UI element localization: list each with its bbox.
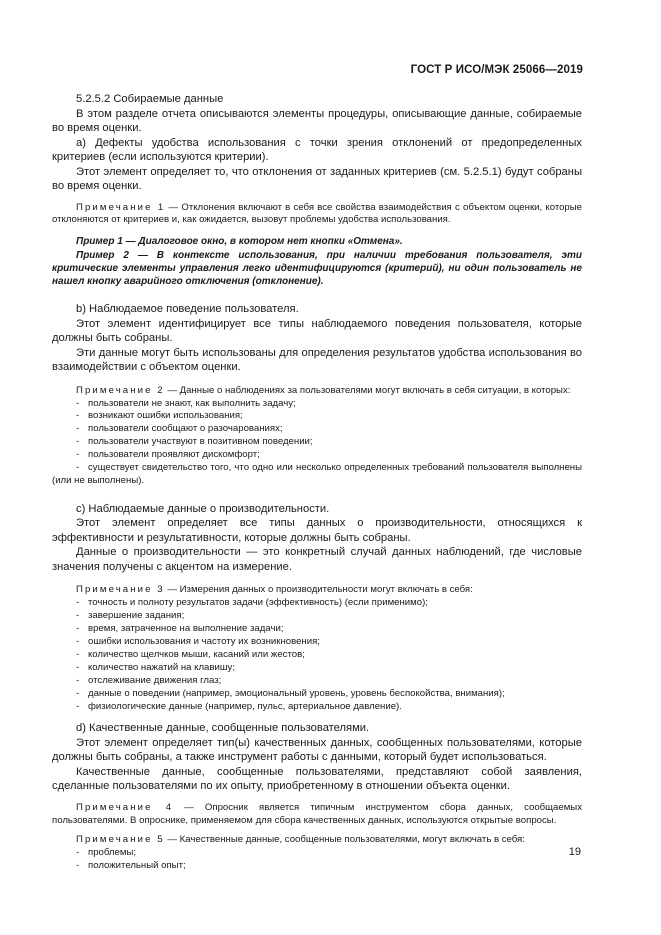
example-2: Пример 2 — В контексте использования, при наличии требования пользователя, эти критические элементы управления легко идентифицируются (критерий), ни один пользователь не нашел кнопку аварийного отключения (отклонение). xyxy=(52,249,582,287)
list-item: - проблемы; xyxy=(76,846,137,858)
document-body xyxy=(52,92,582,872)
note-2-list xyxy=(52,398,582,488)
list-item: - пользователи проявляют дискомфорт; xyxy=(76,449,260,461)
list-item: - ошибки использования и частоту их возникновения; xyxy=(76,636,320,647)
note-2-label: Примечание 2 xyxy=(76,384,165,396)
item-d-description: Этот элемент определяет тип(ы) качественных данных, сообщенных пользователями, которые должны быть собраны, а также инструмент работы с данными, который будет использоваться. xyxy=(52,736,582,764)
note-3-list xyxy=(52,597,582,713)
list-item: - количество щелчков мыши, касаний или жестов; xyxy=(76,648,305,660)
note-3-text: — Измерения данных о производительности могут включать в себя: xyxy=(167,584,473,596)
note-2-text: — Данные о наблюдениях за пользователями могут включать в себя ситуации, в которых: xyxy=(167,384,571,396)
note-1-text: — Отклонения включают в себя все свойства взаимодействия с объектом оценки, которые отклоняются от критериев и, как ожидается, вызовут проблемы удобства использования. xyxy=(52,201,583,226)
note-3-label: Примечание 3 xyxy=(76,584,165,596)
note-5-list xyxy=(52,847,582,873)
section-intro: В этом разделе отчета описываются элементы процедуры, описывающие данные, собираемые во время оценки. xyxy=(52,107,582,134)
list-item: - пользователи участвуют в позитивном поведении; xyxy=(76,436,313,448)
note-1 xyxy=(52,202,582,228)
note-5-text: — Качественные данные, сообщенные пользователями, могут включать в себя: xyxy=(167,833,525,845)
item-d-title: d) Качественные данные, сообщенные пользователями. xyxy=(76,722,370,735)
section-heading: 5.2.5.2 Собираемые данные xyxy=(76,93,224,105)
note-4-label: Примечание 4 xyxy=(76,801,174,813)
list-item: - пользователи сообщают о разочарованиях; xyxy=(76,423,283,435)
note-4-text: — Опросник является типичным инструментом сбора данных, сообщаемых пользователями. В опроснике, применяемом для сбора качественных данных, используются открытые вопросы. xyxy=(52,801,582,826)
note-5 xyxy=(52,834,582,847)
list-item: - положительный опыт; xyxy=(76,859,186,871)
note-5-label: Примечание 5 xyxy=(76,833,165,845)
item-b-purpose: Эти данные могут быть использованы для определения результатов удобства использования во взаимодействии с объектом оценки. xyxy=(52,346,582,374)
list-item: - отслеживание движения глаз; xyxy=(76,674,222,686)
list-item: - завершение задания; xyxy=(76,610,185,622)
list-item: - данные о поведении (например, эмоциональный уровень, уровень беспокойства, внимания); xyxy=(76,687,505,699)
note-4 xyxy=(52,802,582,828)
item-c-title: с) Наблюдаемые данные о производительности. xyxy=(76,502,330,515)
item-a-title: а) Дефекты удобства использования с точки зрения отклонений от предопределенных критериев (если используются критерии). xyxy=(52,136,582,163)
example-1: Пример 1 — Диалоговое окно, в котором нет кнопки «Отмена». xyxy=(76,236,403,248)
item-c-definition: Данные о производительности — это конкретный случай данных наблюдений, где числовые значения получены с акцентом на измерение. xyxy=(52,546,582,573)
item-a-description: Этот элемент определяет то, что отклонения от заданных критериев (см. 5.2.5.1) будут собраны во время оценки. xyxy=(52,165,582,192)
list-item: - физиологические данные (например, пульс, артериальное давление). xyxy=(76,700,402,712)
item-d-definition: Качественные данные, сообщенные пользователями, представляют собой заявления, сделанные пользователями по их опыту, приобретенному в отношении объекта оценки. xyxy=(52,765,582,793)
item-c-description: Этот элемент определяет все типы данных о производительности, относящихся к эффективности и результативности, которые должны быть собраны. xyxy=(52,517,582,544)
note-2 xyxy=(52,385,582,398)
item-b-title: b) Наблюдаемое поведение пользователя. xyxy=(76,303,299,316)
list-item: - пользователи не знают, как выполнить задачу; xyxy=(76,397,296,409)
list-item: - существует свидетельство того, что одно или несколько определенных требований пользователя выполнены (или не выполнены). xyxy=(52,462,582,486)
list-item: - количество нажатий на клавишу; xyxy=(76,661,236,673)
list-item: - возникают ошибки использования; xyxy=(76,410,243,422)
page-number: 19 xyxy=(568,846,581,858)
note-3 xyxy=(52,584,582,597)
note-1-label: Примечание 1 xyxy=(76,201,166,213)
document-header: ГОСТ Р ИСО/МЭК 25066—2019 xyxy=(410,64,583,76)
list-item: - точность и полноту результатов задачи (эффективность) (если применимо); xyxy=(76,597,428,609)
list-item: - время, затраченное на выполнение задачи; xyxy=(76,623,284,635)
item-b-description: Этот элемент идентифицирует все типы наблюдаемого поведения пользователя, которые должны быть собраны. xyxy=(52,317,582,345)
